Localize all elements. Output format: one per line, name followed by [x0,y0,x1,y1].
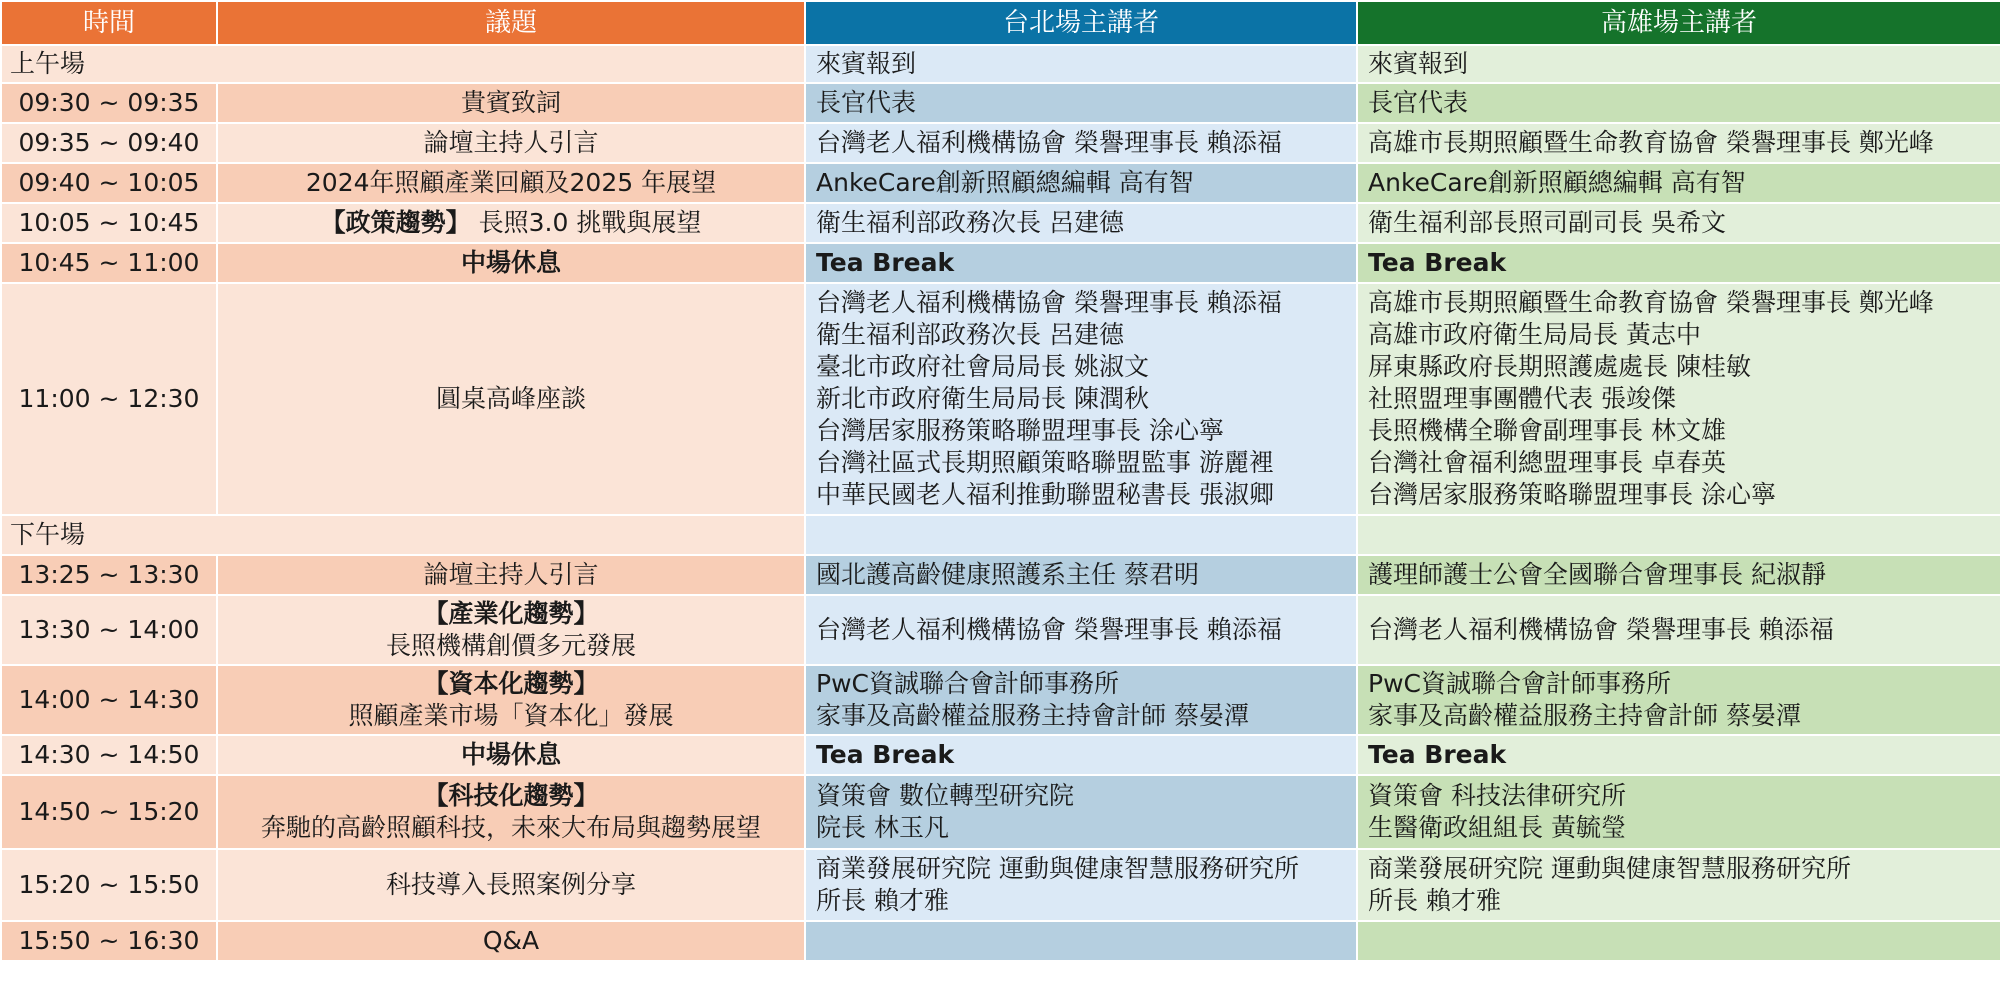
kaohsiung-speaker-cell [1357,163,2000,203]
topic-text: 論壇主持人引言 [423,128,599,157]
kaohsiung-speaker-cell [1357,123,2000,163]
topic-text: 2024年照顧產業回顧及2025 年展望 [305,168,717,197]
taipei-speaker-cell [805,243,1357,283]
section-row-morning [1,45,2000,83]
speaker-line: 護理師護士公會全國聯合會理事長 紀淑靜 [1368,560,1826,589]
agenda-row [1,665,2000,735]
time-cell: 13:25 ~ 13:30 [1,555,217,595]
speaker-line: 台灣老人福利機構協會 榮譽理事長 賴添福 [816,128,1282,157]
topic-highlight: 中場休息 [460,248,561,277]
topic-text: 長照3.0 挑戰與展望 [470,208,702,237]
speaker-line: 商業發展研究院 運動與健康智慧服務研究所 [816,854,1299,883]
speaker-line: Tea Break [816,740,955,769]
topic-highlight: 中場休息 [460,740,561,769]
topic-cell [217,665,805,735]
topic-text: 長照機構創價多元發展 [385,631,636,660]
section-label-morning: 上午場 [1,45,805,83]
topic-cell [217,203,805,243]
taipei-speaker-cell [805,203,1357,243]
speaker-line: 所長 賴才雅 [1368,886,1501,915]
time-cell: 14:50 ~ 15:20 [1,775,217,849]
speaker-line: 新北市政府衛生局局長 陳潤秋 [816,384,1149,413]
topic-text: 奔馳的高齡照顧科技，未來大布局與趨勢展望 [260,813,761,842]
topic-text: 貴賓致詞 [460,88,561,117]
speaker-line: Tea Break [1368,740,1507,769]
kaohsiung-speaker-cell [1357,83,2000,123]
agenda-row [1,555,2000,595]
speaker-line: 台灣社會福利總盟理事長 卓春英 [1368,448,1726,477]
speaker-line: 台灣老人福利機構協會 榮譽理事長 賴添福 [1368,615,1834,644]
speaker-line: 院長 林玉凡 [816,813,949,842]
agenda-row [1,123,2000,163]
topic-text: Q&A [482,926,540,955]
speaker-line: PwC資誠聯合會計師事務所 [1368,669,1671,698]
speaker-line: 長官代表 [816,88,917,117]
topic-text: 照顧產業市場「資本化」發展 [348,701,674,730]
taipei-speaker-cell [805,735,1357,775]
taipei-speaker-cell [805,123,1357,163]
taipei-speaker-cell [805,665,1357,735]
topic-cell [217,243,805,283]
topic-text: 圓桌高峰座談 [435,384,586,413]
section-label-afternoon: 下午場 [1,515,805,555]
taipei-speaker-cell [805,595,1357,665]
speaker-line: 高雄市長期照顧暨生命教育協會 榮譽理事長 鄭光峰 [1368,128,1934,157]
speaker-line: 台灣老人福利機構協會 榮譽理事長 賴添福 [816,615,1282,644]
speaker-line: 臺北市政府社會局局長 姚淑文 [816,352,1149,381]
kaohsiung-speaker-cell [1357,921,2000,961]
time-cell: 14:00 ~ 14:30 [1,665,217,735]
topic-cell [217,849,805,921]
agenda-row [1,243,2000,283]
kaohsiung-speaker-cell [1357,555,2000,595]
time-cell: 10:45 ~ 11:00 [1,243,217,283]
header-time: 時間 [1,1,217,45]
header-row [1,1,2000,45]
time-cell: 09:40 ~ 10:05 [1,163,217,203]
kaohsiung-speaker-cell [1357,283,2000,515]
kaohsiung-speaker-cell [1357,735,2000,775]
taipei-speaker-cell [805,83,1357,123]
speaker-line: AnkeCare創新照顧總編輯 高有智 [1368,168,1746,197]
agenda-row [1,163,2000,203]
taipei-speaker-cell [805,775,1357,849]
time-cell: 15:20 ~ 15:50 [1,849,217,921]
morning-kaohsiung-note: 來賓報到 [1357,45,2000,83]
time-cell: 14:30 ~ 14:50 [1,735,217,775]
topic-cell [217,775,805,849]
speaker-line: 台灣居家服務策略聯盟理事長 涂心寧 [816,416,1224,445]
agenda-row [1,849,2000,921]
header-kaohsiung-speakers: 高雄場主講者 [1357,1,2000,45]
agenda-row [1,735,2000,775]
speaker-line: 高雄市政府衛生局局長 黃志中 [1368,320,1701,349]
time-cell: 10:05 ~ 10:45 [1,203,217,243]
topic-cell [217,83,805,123]
agenda-body [1,45,2000,961]
topic-cell [217,735,805,775]
topic-cell [217,283,805,515]
morning-taipei-note: 來賓報到 [805,45,1357,83]
taipei-speaker-cell [805,849,1357,921]
kaohsiung-speaker-cell [1357,849,2000,921]
agenda-row [1,921,2000,961]
taipei-speaker-cell [805,163,1357,203]
speaker-line: 衛生福利部長照司副司長 吳希文 [1368,208,1726,237]
speaker-line: 所長 賴才雅 [816,886,949,915]
topic-cell [217,555,805,595]
taipei-speaker-cell [805,555,1357,595]
agenda-row [1,775,2000,849]
speaker-line: 台灣老人福利機構協會 榮譽理事長 賴添福 [816,288,1282,317]
speaker-line: 台灣居家服務策略聯盟理事長 涂心寧 [1368,480,1776,509]
speaker-line: 衛生福利部政務次長 呂建德 [816,208,1124,237]
topic-text: 科技導入長照案例分享 [385,870,636,899]
speaker-line: 資策會 數位轉型研究院 [816,781,1074,810]
speaker-line: 家事及高齡權益服務主持會計師 蔡晏潭 [1368,701,1801,730]
topic-cell [217,595,805,665]
afternoon-taipei-blank [805,515,1357,555]
header-taipei-speakers: 台北場主講者 [805,1,1357,45]
section-row-afternoon [1,515,2000,555]
speaker-line: Tea Break [1368,248,1507,277]
topic-highlight: 【產業化趨勢】 [423,599,599,628]
speaker-line: Tea Break [816,248,955,277]
speaker-line: 資策會 科技法律研究所 [1368,781,1626,810]
agenda-row [1,83,2000,123]
agenda-row [1,595,2000,665]
taipei-speaker-cell [805,283,1357,515]
speaker-line: 台灣社區式長期照顧策略聯盟監事 游麗裡 [816,448,1274,477]
topic-cell [217,921,805,961]
time-cell: 11:00 ~ 12:30 [1,283,217,515]
time-cell: 09:35 ~ 09:40 [1,123,217,163]
header-topic: 議題 [217,1,805,45]
kaohsiung-speaker-cell [1357,775,2000,849]
time-cell: 09:30 ~ 09:35 [1,83,217,123]
afternoon-kaohsiung-blank [1357,515,2000,555]
speaker-line: AnkeCare創新照顧總編輯 高有智 [816,168,1194,197]
topic-cell [217,163,805,203]
topic-highlight: 【資本化趨勢】 [423,669,599,698]
kaohsiung-speaker-cell [1357,243,2000,283]
speaker-line: 屏東縣政府長期照護處處長 陳桂敏 [1368,352,1751,381]
taipei-speaker-cell [805,921,1357,961]
speaker-line: 長照機構全聯會副理事長 林文雄 [1368,416,1726,445]
topic-highlight: 【政策趨勢】 [320,208,471,237]
agenda-row [1,283,2000,515]
speaker-line: 高雄市長期照顧暨生命教育協會 榮譽理事長 鄭光峰 [1368,288,1934,317]
speaker-line: 衛生福利部政務次長 呂建德 [816,320,1124,349]
kaohsiung-speaker-cell [1357,665,2000,735]
speaker-line: 生醫衛政組組長 黃毓瑩 [1368,813,1626,842]
speaker-line: 社照盟理事團體代表 張竣傑 [1368,384,1676,413]
kaohsiung-speaker-cell [1357,595,2000,665]
time-cell: 13:30 ~ 14:00 [1,595,217,665]
speaker-line: 家事及高齡權益服務主持會計師 蔡晏潭 [816,701,1249,730]
speaker-line: 國北護高齡健康照護系主任 蔡君明 [816,560,1199,589]
speaker-line: 中華民國老人福利推動聯盟秘書長 張淑卿 [816,480,1274,509]
time-cell: 15:50 ~ 16:30 [1,921,217,961]
speaker-line: 長官代表 [1368,88,1469,117]
speaker-line: PwC資誠聯合會計師事務所 [816,669,1119,698]
topic-cell [217,123,805,163]
speaker-line: 商業發展研究院 運動與健康智慧服務研究所 [1368,854,1851,883]
topic-text: 論壇主持人引言 [423,560,599,589]
agenda-row [1,203,2000,243]
topic-highlight: 【科技化趨勢】 [423,781,599,810]
kaohsiung-speaker-cell [1357,203,2000,243]
